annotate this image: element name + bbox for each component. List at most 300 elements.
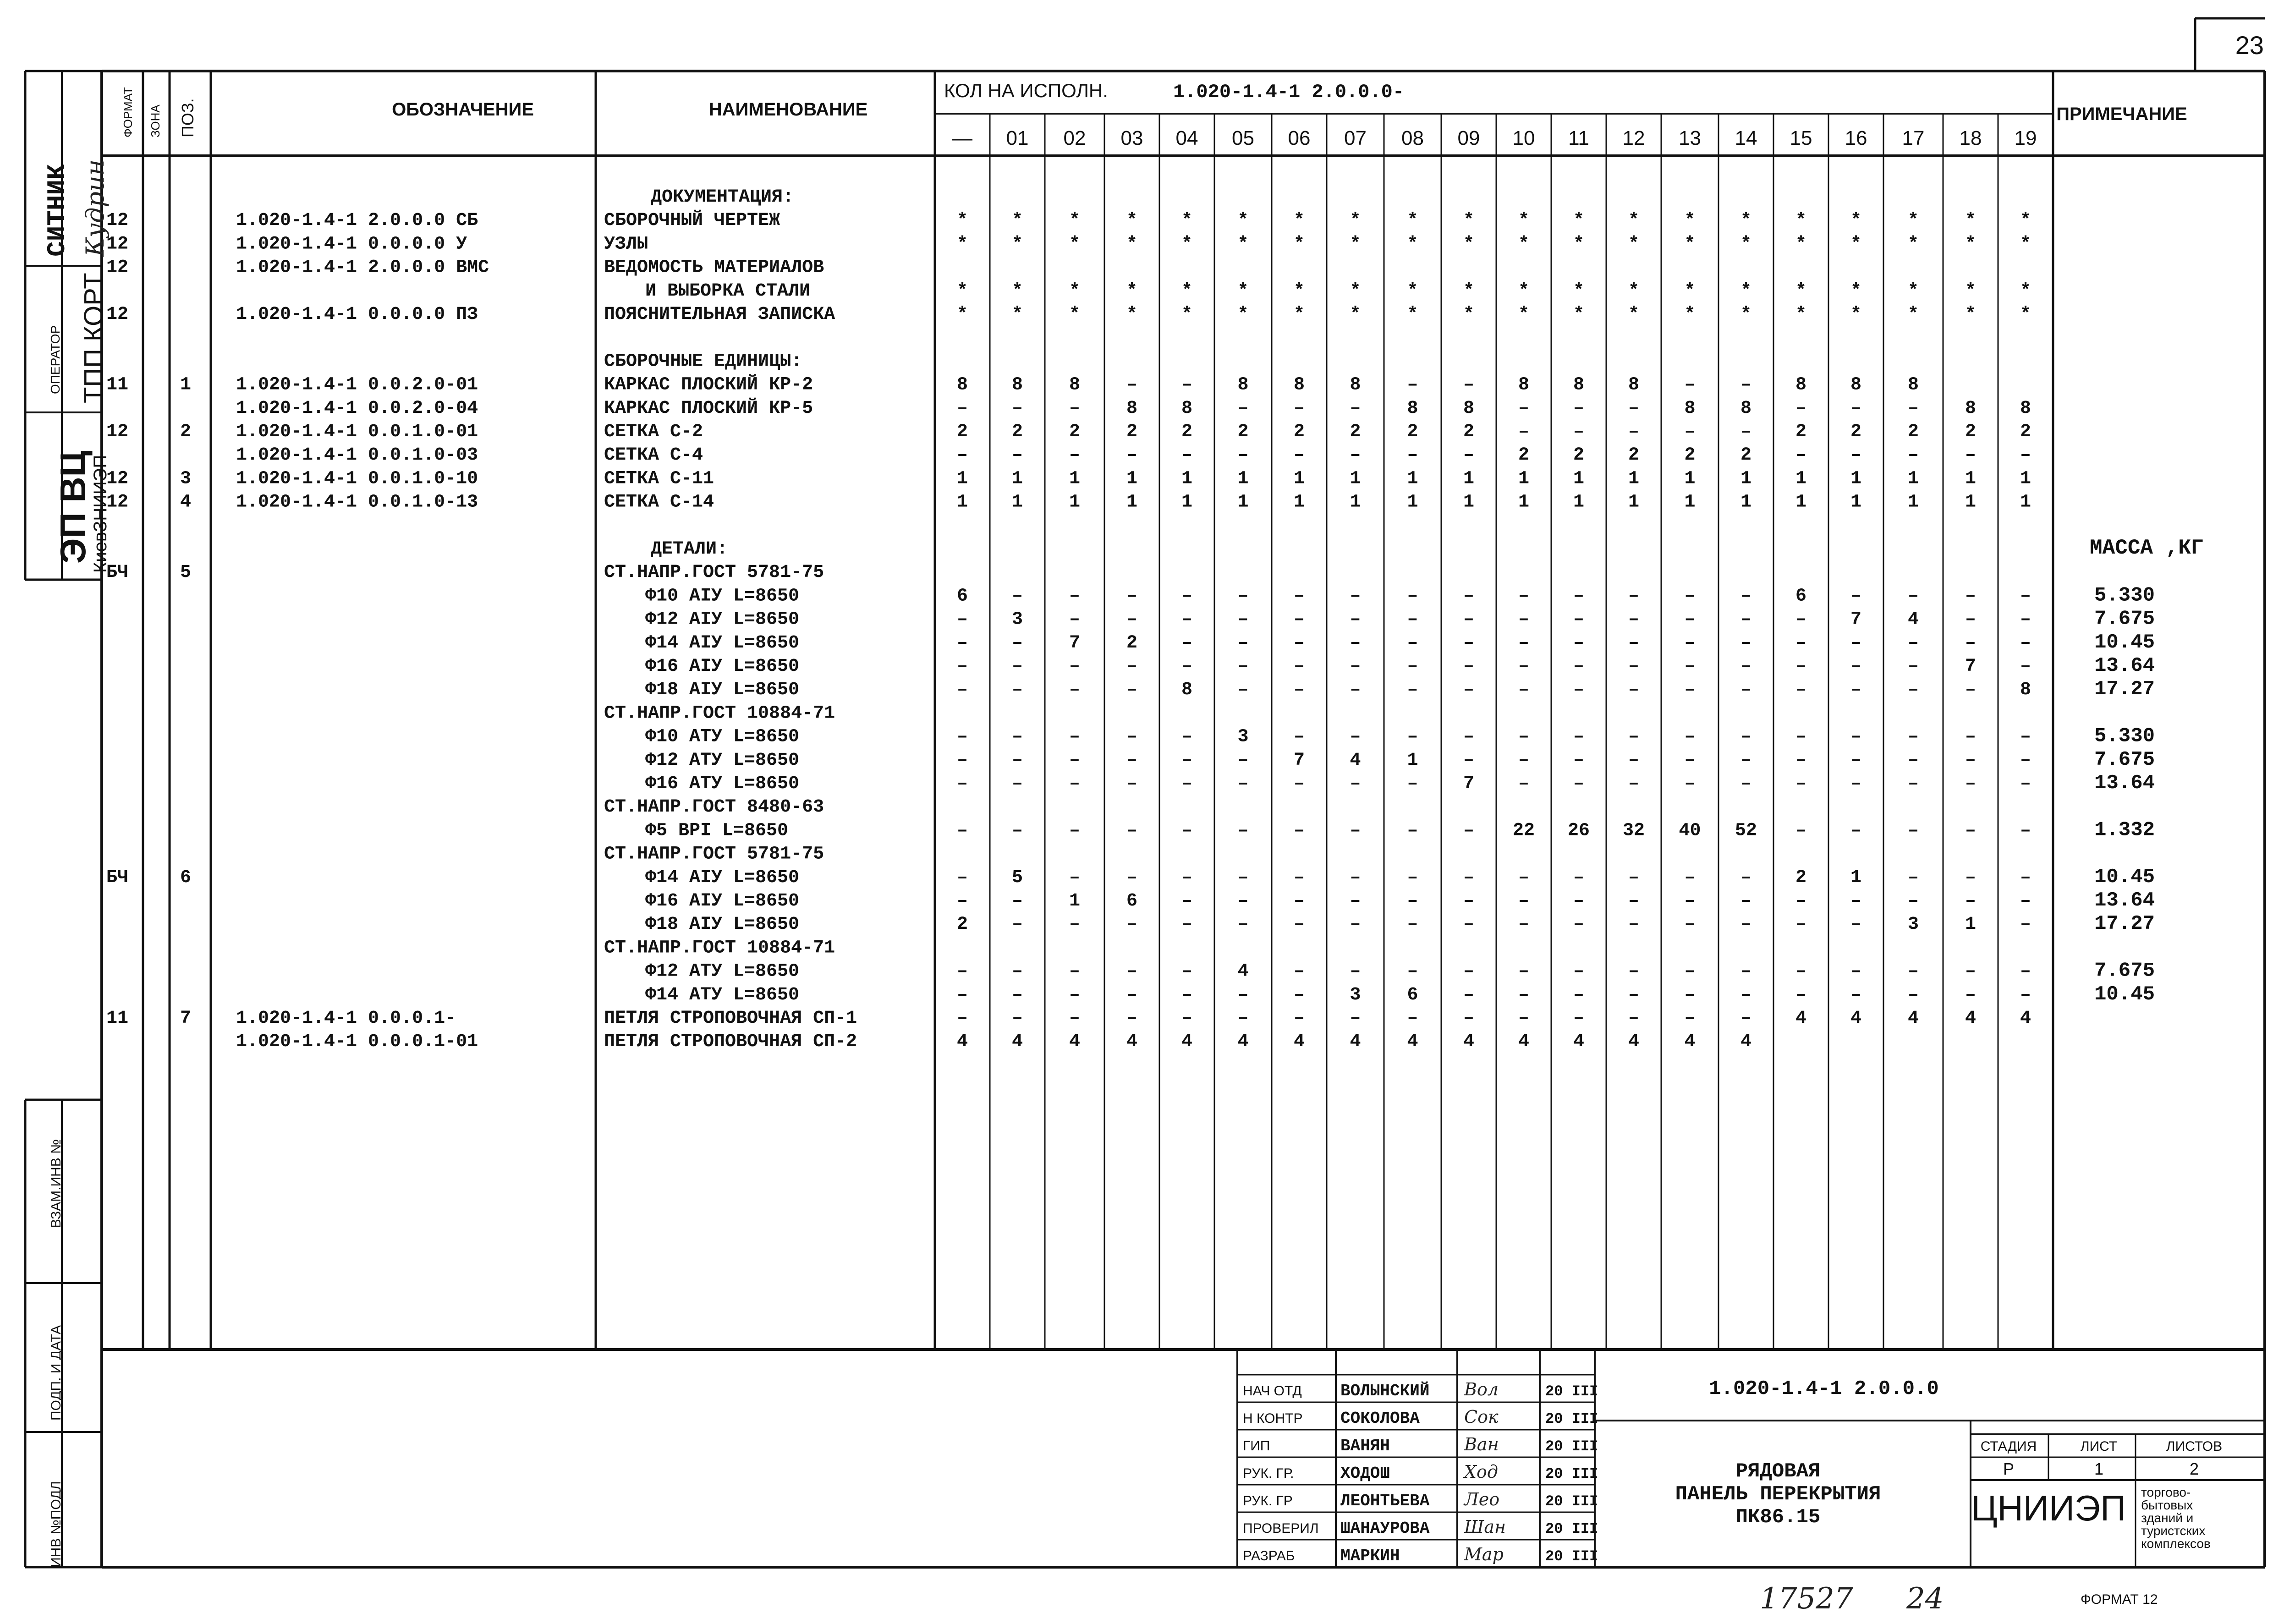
qty-cell: – — [956, 632, 968, 653]
sign-signature: Ход — [1464, 1462, 1499, 1482]
qty-cell: * — [1126, 304, 1138, 325]
qty-cell: – — [1293, 632, 1305, 653]
qty-cell: * — [1518, 280, 1530, 302]
qty-cell: – — [1907, 820, 1919, 841]
qty-cell: – — [1795, 680, 1807, 701]
qty-cell: – — [1237, 750, 1249, 771]
qty-cell: 8 — [956, 374, 968, 395]
row-name: СБОРОЧНЫЕ ЕДИНИЦЫ: — [604, 351, 802, 372]
sign-signature: Вол — [1464, 1379, 1499, 1399]
handwritten-page: 24 — [1906, 1582, 1944, 1616]
qty-cell: – — [1518, 984, 1530, 1005]
qty-cell: – — [1628, 680, 1640, 701]
qty-cell: – — [1350, 891, 1361, 911]
variant-header: 19 — [2014, 127, 2037, 149]
qty-cell: * — [1350, 304, 1361, 325]
qty-cell: – — [1795, 774, 1807, 794]
sign-name: ХОДОШ — [1340, 1464, 1390, 1483]
tb-org-desc-2: бытовых — [2141, 1498, 2193, 1512]
qty-cell: 4 — [1628, 1031, 1640, 1053]
variant-header: 16 — [1845, 127, 1867, 149]
qty-cell: – — [1965, 445, 1977, 466]
qty-cell: – — [1407, 726, 1418, 747]
handwritten-number: 17527 — [1760, 1582, 1853, 1616]
qty-cell: – — [1573, 586, 1585, 607]
qty-cell: – — [2020, 750, 2031, 771]
qty-cell: 1 — [1011, 492, 1023, 513]
qty-cell: – — [1069, 774, 1081, 794]
qty-cell: – — [1181, 774, 1193, 794]
qty-cell: – — [1293, 867, 1305, 888]
qty-cell: 4 — [1573, 1031, 1585, 1053]
sign-role: РАЗРАБ — [1243, 1548, 1295, 1564]
variant-header: 01 — [1006, 127, 1029, 149]
row-note: 13.64 — [2094, 889, 2155, 912]
row-name: Ф16 АIУ L=8650 — [645, 891, 800, 911]
variant-header: 15 — [1790, 127, 1812, 149]
qty-cell: * — [1407, 280, 1418, 302]
qty-cell: * — [1907, 210, 1919, 231]
qty-cell: – — [1795, 445, 1807, 466]
qty-cell: – — [1011, 632, 1023, 653]
row-name: СТ.НАПР.ГОСТ 10884-71 — [604, 938, 835, 959]
qty-cell: – — [1795, 914, 1807, 935]
row-format: 12 — [106, 492, 129, 513]
tb-title-2: ПАНЕЛЬ ПЕРЕКРЫТИЯ — [1675, 1483, 1881, 1506]
qty-cell: 4 — [1684, 1031, 1696, 1053]
row-name: КАРКАС ПЛОСКИЙ КР-5 — [604, 398, 813, 419]
qty-cell: * — [2020, 210, 2031, 231]
qty-cell: – — [2020, 445, 2031, 466]
qty-cell: – — [1126, 609, 1138, 630]
qty-cell: – — [956, 774, 968, 794]
qty-cell: * — [1181, 234, 1193, 255]
qty-cell: * — [1907, 304, 1919, 325]
qty-cell: * — [1684, 234, 1696, 255]
qty-cell: – — [956, 609, 968, 630]
qty-cell: – — [1684, 984, 1696, 1005]
qty-cell: 4 — [1740, 1031, 1752, 1053]
header-designation: ОБОЗНАЧЕНИЕ — [392, 99, 534, 120]
qty-cell: 2 — [1518, 445, 1530, 466]
qty-cell: – — [1181, 891, 1193, 911]
qty-cell: 1 — [1907, 468, 1919, 489]
qty-cell: – — [1850, 656, 1862, 677]
qty-cell: – — [1126, 726, 1138, 747]
qty-cell: * — [1518, 210, 1530, 231]
row-name: Ф18 АIУ L=8650 — [645, 914, 800, 935]
qty-cell: – — [1628, 961, 1640, 982]
qty-cell: * — [1350, 210, 1361, 231]
qty-cell: 1 — [1407, 468, 1418, 489]
qty-cell: 2 — [1573, 445, 1585, 466]
qty-cell: – — [1740, 750, 1752, 771]
qty-cell: – — [1011, 445, 1023, 466]
sign-date: 20 III — [1545, 1438, 1598, 1455]
qty-cell: – — [1350, 1008, 1361, 1029]
row-position: 3 — [180, 468, 192, 489]
qty-cell: – — [1795, 398, 1807, 419]
qty-cell: – — [1628, 984, 1640, 1005]
qty-cell: 4 — [1407, 1031, 1418, 1053]
qty-cell: – — [956, 891, 968, 911]
tb-sheet: 1 — [2094, 1459, 2104, 1478]
qty-cell: – — [1740, 726, 1752, 747]
qty-cell: 4 — [1907, 1008, 1919, 1029]
qty-cell: – — [1573, 891, 1585, 911]
qty-cell: – — [1628, 867, 1640, 888]
qty-cell: * — [1795, 304, 1807, 325]
variant-header: 09 — [1457, 127, 1480, 149]
qty-cell: – — [1011, 398, 1023, 419]
qty-cell: – — [1907, 632, 1919, 653]
qty-cell: 1 — [1069, 468, 1081, 489]
qty-cell: – — [1463, 632, 1475, 653]
qty-cell: – — [1181, 1008, 1193, 1029]
qty-cell: * — [1350, 280, 1361, 302]
qty-cell: – — [1126, 374, 1138, 395]
strip-person: СИТНИК — [43, 164, 72, 257]
qty-cell: – — [1407, 1008, 1418, 1029]
qty-cell: – — [1965, 586, 1977, 607]
qty-cell: – — [1684, 656, 1696, 677]
qty-cell: 1 — [1237, 468, 1249, 489]
qty-cell: – — [2020, 914, 2031, 935]
qty-cell: 6 — [956, 586, 968, 607]
qty-cell: * — [1293, 304, 1305, 325]
row-name: СЕТКА С-4 — [604, 445, 703, 466]
row-note: 17.27 — [2094, 912, 2155, 936]
qty-cell: – — [1407, 914, 1418, 935]
qty-cell: – — [1518, 867, 1530, 888]
qty-cell: – — [1069, 867, 1081, 888]
qty-cell: – — [1628, 891, 1640, 911]
qty-cell: – — [1463, 914, 1475, 935]
qty-cell: – — [1907, 586, 1919, 607]
qty-cell: – — [1407, 891, 1418, 911]
qty-cell: * — [1795, 234, 1807, 255]
qty-cell: 2 — [956, 914, 968, 935]
sign-role: Н КОНТР — [1243, 1411, 1303, 1426]
qty-cell: – — [1181, 750, 1193, 771]
qty-cell: – — [1740, 609, 1752, 630]
qty-cell: 4 — [1069, 1031, 1081, 1053]
qty-cell: – — [1126, 750, 1138, 771]
qty-cell: – — [1684, 374, 1696, 395]
sign-signature: Лео — [1464, 1489, 1500, 1509]
qty-cell: – — [1069, 961, 1081, 982]
qty-cell: * — [1850, 280, 1862, 302]
qty-cell: * — [1740, 210, 1752, 231]
qty-cell: – — [1684, 422, 1696, 442]
qty-cell: – — [1181, 374, 1193, 395]
qty-cell: – — [1463, 374, 1475, 395]
qty-cell: – — [1069, 1008, 1081, 1029]
variant-header: 14 — [1735, 127, 1757, 149]
qty-cell: – — [1069, 820, 1081, 841]
qty-cell: – — [1684, 726, 1696, 747]
qty-cell: – — [1407, 680, 1418, 701]
sign-name: ЛЕОНТЬЕВА — [1340, 1492, 1430, 1510]
qty-cell: – — [1463, 609, 1475, 630]
sign-role: ПРОВЕРИЛ — [1243, 1521, 1319, 1536]
row-note: 7.675 — [2094, 748, 2155, 771]
qty-cell: – — [1237, 820, 1249, 841]
variant-header: 13 — [1679, 127, 1701, 149]
qty-cell: – — [1011, 586, 1023, 607]
row-name: КАРКАС ПЛОСКИЙ КР-2 — [604, 374, 813, 395]
qty-cell: * — [1237, 280, 1249, 302]
variant-header: 05 — [1232, 127, 1254, 149]
qty-cell: 6 — [1407, 984, 1418, 1005]
qty-cell: – — [1126, 867, 1138, 888]
row-name: Ф12 АТУ L=8650 — [645, 750, 800, 771]
qty-cell: – — [2020, 891, 2031, 911]
qty-cell: – — [1628, 726, 1640, 747]
qty-cell: – — [1126, 586, 1138, 607]
qty-cell: – — [1463, 445, 1475, 466]
qty-cell: – — [1965, 820, 1977, 841]
qty-cell: * — [1965, 280, 1977, 302]
qty-cell: * — [1069, 280, 1081, 302]
row-position: 5 — [180, 562, 192, 583]
qty-cell: 2 — [1795, 867, 1807, 888]
qty-cell: – — [1237, 774, 1249, 794]
row-note: 13.64 — [2094, 654, 2155, 677]
qty-cell: – — [956, 750, 968, 771]
qty-cell: – — [1181, 632, 1193, 653]
qty-cell: – — [1011, 914, 1023, 935]
qty-cell: – — [1850, 445, 1862, 466]
qty-cell: 8 — [1795, 374, 1807, 395]
qty-cell: – — [1573, 726, 1585, 747]
qty-cell: – — [1069, 398, 1081, 419]
row-format: БЧ — [106, 867, 129, 888]
qty-cell: 8 — [1573, 374, 1585, 395]
row-name: СТ.НАПР.ГОСТ 10884-71 — [604, 703, 835, 724]
qty-cell: – — [1463, 867, 1475, 888]
qty-cell: – — [1573, 961, 1585, 982]
qty-cell: – — [1684, 914, 1696, 935]
row-format: 12 — [106, 468, 129, 489]
qty-cell: * — [956, 210, 968, 231]
qty-cell: 6 — [1126, 891, 1138, 911]
qty-cell: 1 — [1293, 492, 1305, 513]
qty-cell: – — [1628, 914, 1640, 935]
qty-cell: – — [1407, 445, 1418, 466]
qty-cell: – — [1011, 774, 1023, 794]
qty-cell: – — [1965, 774, 1977, 794]
qty-cell: 1 — [1573, 492, 1585, 513]
row-designation: 1.020-1.4-1 0.0.1.0-10 — [236, 468, 478, 489]
qty-cell: * — [1181, 210, 1193, 231]
qty-cell: * — [1684, 210, 1696, 231]
qty-cell: 1 — [1907, 492, 1919, 513]
qty-cell: – — [1069, 914, 1081, 935]
qty-cell: – — [1069, 750, 1081, 771]
qty-cell: – — [2020, 820, 2031, 841]
qty-cell: 7 — [1069, 632, 1081, 653]
qty-cell: – — [1069, 445, 1081, 466]
header-zone: ЗОНА — [148, 104, 162, 137]
qty-cell: – — [1518, 656, 1530, 677]
qty-cell: – — [2020, 656, 2031, 677]
qty-cell: – — [1795, 961, 1807, 982]
qty-cell: – — [1740, 1008, 1752, 1029]
header-note: ПРИМЕЧАНИЕ — [2056, 104, 2187, 124]
qty-cell: * — [1069, 210, 1081, 231]
row-designation: 1.020-1.4-1 0.0.2.0-04 — [236, 398, 478, 419]
qty-cell: 4 — [1463, 1031, 1475, 1053]
qty-cell: – — [1181, 726, 1193, 747]
qty-cell: – — [1965, 984, 1977, 1005]
qty-cell: 8 — [1850, 374, 1862, 395]
qty-cell: – — [1350, 632, 1361, 653]
qty-cell: – — [1740, 632, 1752, 653]
qty-cell: 1 — [1181, 492, 1193, 513]
row-note: 1.332 — [2094, 818, 2155, 842]
qty-cell: – — [1573, 656, 1585, 677]
qty-cell: – — [1237, 632, 1249, 653]
qty-cell: – — [1965, 632, 1977, 653]
qty-cell: – — [956, 1008, 968, 1029]
qty-cell: – — [1965, 867, 1977, 888]
row-name: СЕТКА С-11 — [604, 468, 714, 489]
qty-cell: – — [956, 398, 968, 419]
qty-cell: – — [1684, 961, 1696, 982]
qty-cell: 1 — [1740, 468, 1752, 489]
qty-cell: 2 — [1011, 422, 1023, 442]
qty-cell: 8 — [1628, 374, 1640, 395]
qty-cell: – — [1350, 914, 1361, 935]
qty-cell: 2 — [1907, 422, 1919, 442]
row-name: Ф14 АIУ L=8650 — [645, 867, 800, 888]
qty-cell: – — [1740, 891, 1752, 911]
qty-cell: – — [1350, 867, 1361, 888]
qty-cell: – — [2020, 961, 2031, 982]
qty-cell: – — [1407, 374, 1418, 395]
sign-name: МАРКИН — [1340, 1547, 1400, 1565]
qty-cell: – — [956, 984, 968, 1005]
qty-cell: – — [1740, 680, 1752, 701]
qty-cell: – — [1518, 1008, 1530, 1029]
qty-cell: 8 — [1293, 374, 1305, 395]
qty-cell: – — [1740, 961, 1752, 982]
row-name: УЗЛЫ — [604, 234, 648, 255]
sign-name: ШАНАУРОВА — [1340, 1519, 1430, 1538]
row-name: Ф10 АТУ L=8650 — [645, 726, 800, 747]
qty-cell: * — [1850, 210, 1862, 231]
qty-cell: 8 — [1463, 398, 1475, 419]
qty-cell: – — [1181, 445, 1193, 466]
qty-cell: – — [1181, 820, 1193, 841]
qty-cell: * — [1573, 304, 1585, 325]
qty-cell: – — [1237, 1008, 1249, 1029]
qty-cell: – — [1795, 891, 1807, 911]
qty-cell: * — [1293, 210, 1305, 231]
qty-cell: – — [1795, 656, 1807, 677]
qty-cell: 8 — [1907, 374, 1919, 395]
qty-cell: – — [1407, 609, 1418, 630]
qty-cell: – — [1573, 398, 1585, 419]
strip-org: ЭП ВЦ — [53, 450, 93, 564]
qty-cell: – — [1628, 1008, 1640, 1029]
tb-stage-label: СТАДИЯ — [1980, 1439, 2037, 1454]
qty-cell: * — [1237, 234, 1249, 255]
qty-cell: * — [1850, 234, 1862, 255]
qty-cell: – — [1237, 656, 1249, 677]
qty-cell: 1 — [1069, 891, 1081, 911]
qty-cell: 8 — [1011, 374, 1023, 395]
sign-signature: Мар — [1464, 1544, 1504, 1564]
qty-cell: * — [1518, 234, 1530, 255]
qty-cell: – — [1237, 914, 1249, 935]
qty-cell: – — [1850, 774, 1862, 794]
qty-cell: – — [1518, 961, 1530, 982]
qty-cell: 1 — [1684, 468, 1696, 489]
qty-cell: 7 — [1293, 750, 1305, 771]
qty-cell: – — [1573, 867, 1585, 888]
tb-sheets: 2 — [2189, 1459, 2199, 1478]
qty-cell: – — [1518, 422, 1530, 442]
qty-cell: 1 — [956, 492, 968, 513]
qty-cell: * — [956, 304, 968, 325]
qty-cell: 1 — [1181, 468, 1193, 489]
qty-cell: * — [1463, 234, 1475, 255]
qty-cell: 40 — [1679, 820, 1701, 841]
qty-cell: * — [1628, 234, 1640, 255]
qty-cell: – — [1407, 961, 1418, 982]
variant-header: 11 — [1568, 127, 1589, 149]
row-note: 7.675 — [2094, 607, 2155, 631]
qty-cell: 1 — [1965, 914, 1977, 935]
qty-cell: – — [1463, 820, 1475, 841]
qty-cell: – — [1069, 726, 1081, 747]
qty-cell: 1 — [1350, 492, 1361, 513]
qty-cell: 1 — [1069, 492, 1081, 513]
qty-cell: – — [1684, 632, 1696, 653]
qty-cell: 8 — [1069, 374, 1081, 395]
header-qty-label: КОЛ НА ИСПОЛН. — [944, 80, 1108, 101]
qty-cell: 4 — [2020, 1008, 2031, 1029]
qty-cell: – — [1126, 656, 1138, 677]
qty-cell: – — [1965, 726, 1977, 747]
row-name: Ф14 АIУ L=8650 — [645, 632, 800, 653]
qty-cell: – — [1573, 1008, 1585, 1029]
qty-cell: – — [1293, 891, 1305, 911]
strip-podp: ПОДП. И ДАТА — [49, 1325, 64, 1421]
qty-cell: – — [1181, 609, 1193, 630]
qty-cell: * — [1126, 234, 1138, 255]
qty-cell: – — [1293, 726, 1305, 747]
qty-cell: – — [1518, 586, 1530, 607]
qty-cell: – — [1011, 726, 1023, 747]
qty-cell: – — [1795, 609, 1807, 630]
qty-cell: – — [1684, 609, 1696, 630]
qty-cell: – — [2020, 774, 2031, 794]
row-name: СТ.НАПР.ГОСТ 5781-75 — [604, 562, 824, 583]
qty-cell: – — [1573, 632, 1585, 653]
sign-signature: Ван — [1464, 1434, 1499, 1454]
qty-cell: 2 — [1069, 422, 1081, 442]
qty-cell: – — [1907, 398, 1919, 419]
variant-header: 04 — [1175, 127, 1198, 149]
qty-cell: 8 — [1181, 398, 1193, 419]
sign-date: 20 III — [1545, 1465, 1598, 1482]
qty-cell: – — [1684, 750, 1696, 771]
qty-cell: – — [1407, 774, 1418, 794]
qty-cell: – — [1518, 609, 1530, 630]
